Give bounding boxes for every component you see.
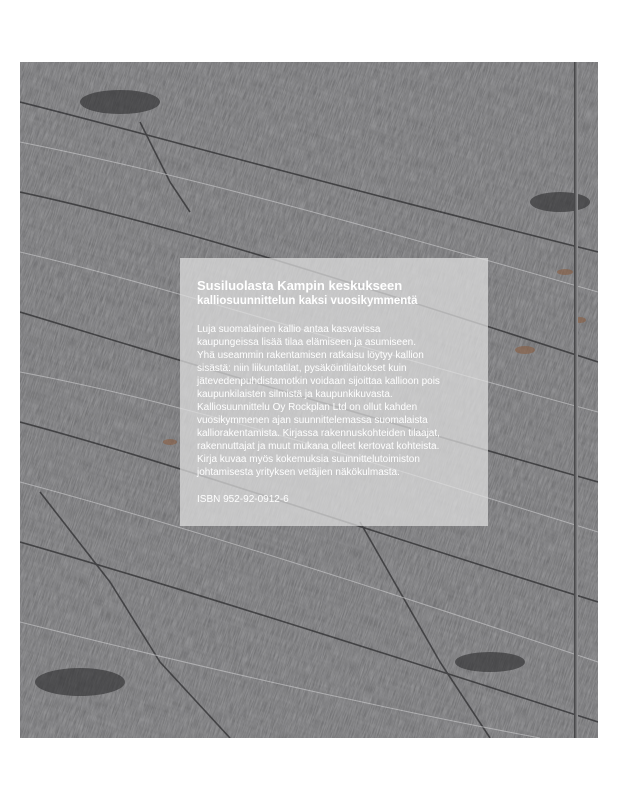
blurb-line: vuosikymmenen ajan suunnittelemassa suomalaista: [197, 415, 428, 426]
blurb-line: jätevedenpuhdistamotkin voidaan sijoittaa kallioon pois: [197, 376, 440, 387]
book-subtitle: kalliosuunnittelun kaksi vuosikymmentä: [197, 295, 418, 307]
blurb-line: Luja suomalainen kallio antaa kasvavissa: [197, 324, 381, 335]
spine-edge: [574, 62, 578, 738]
isbn-number: ISBN 952-92-0912-6: [197, 494, 289, 505]
blurb-line: sisästä: niin liikuntatilat, pysäköintilaitokset kuin: [197, 363, 407, 374]
blurb-line: johtamisesta yrityksen vetäjien näkökulmasta.: [197, 467, 400, 478]
blurb-line: kaupungeissa lisää tilaa elämiseen ja asumiseen.: [197, 337, 417, 348]
blurb-line: Kirja kuvaa myös kokemuksia suunnittelutoimiston: [197, 454, 420, 465]
book-title: Susiluolasta Kampin keskukseen: [197, 278, 403, 293]
blurb-line: kaupunkilaisten silmistä ja kaupunkikuvasta.: [197, 389, 393, 400]
blurb-line: rakennuttajat ja muut mukana olleet kertovat kohteista.: [197, 441, 440, 452]
blurb-line: kalliorakentamista. Kirjassa rakennuskohteiden tilaajat,: [197, 428, 440, 439]
blurb-text: [197, 323, 476, 479]
blurb-line: Yhä useammin rakentamisen ratkaisu löytyy kallion: [197, 350, 424, 361]
blurb-panel: [180, 258, 488, 526]
blurb-line: Kalliosuunnittelu Oy Rockplan Ltd on ollut kahden: [197, 402, 418, 413]
